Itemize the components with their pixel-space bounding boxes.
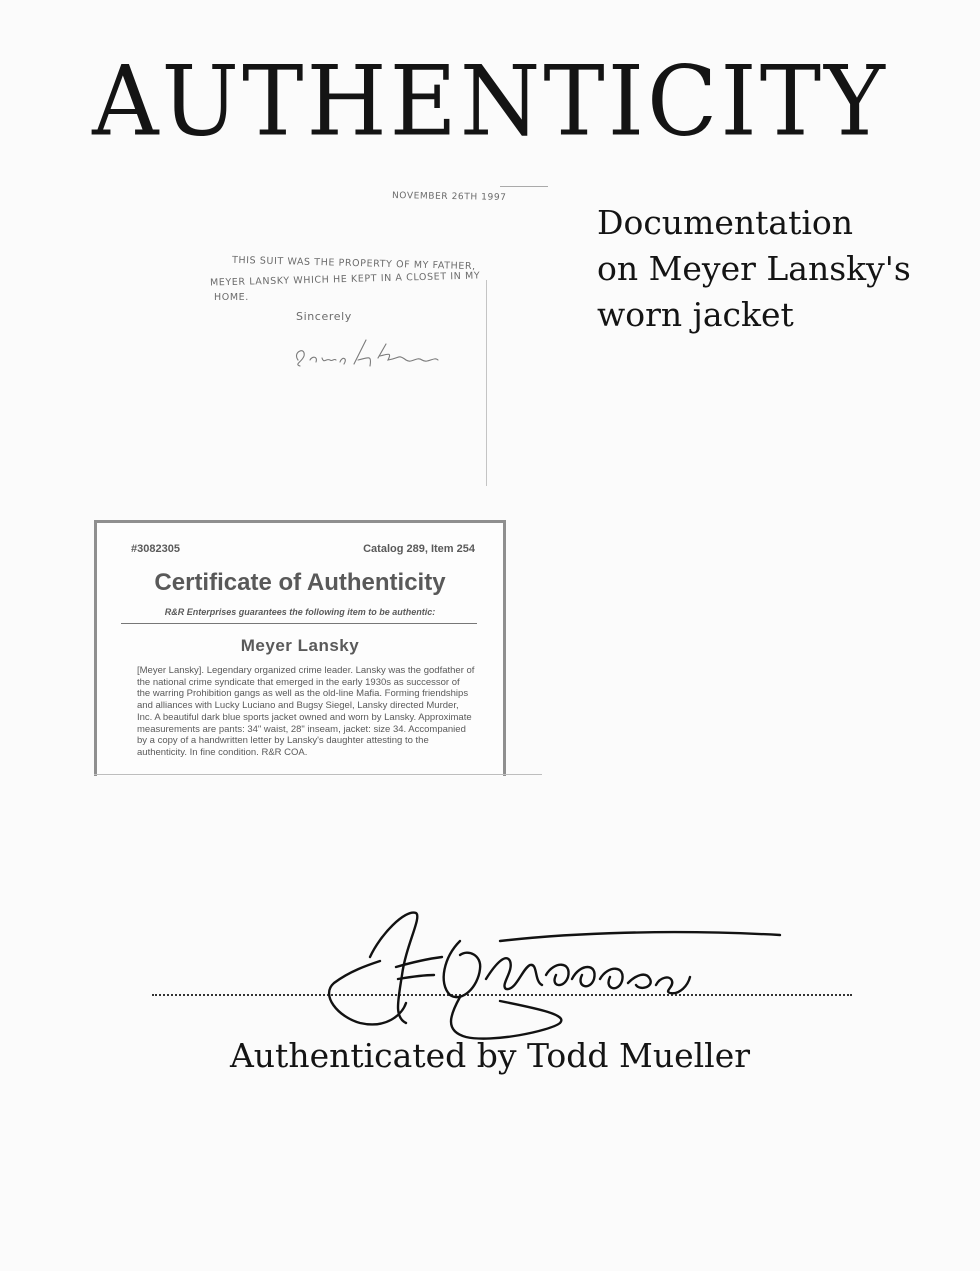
letter-body-line: THIS SUIT WAS THE PROPERTY OF MY FATHER, <box>231 254 476 273</box>
page-title: AUTHENTICITY <box>92 45 888 158</box>
item-description: [Meyer Lansky]. Legendary organized crime leader. Lansky was the godfather of the national crime syndicate that emerged in the early 1930s as successor of the warring Prohibition gangs as well as the old-line Mafia. Forming friendships and alliances with Lucky Luciano and Bugsy Siegel, Lansky directed Murder, Inc. A beautiful dark blue sports jacket owned and worn by Lansky. Approximate measurements are pants: 34" waist, 28" inseam, jacket: size 34. Accompanied by a copy of a handwritten letter by Lansky's daughter attesting to the authenticity. In fine condition. R&R COA. <box>137 665 475 758</box>
letter-top-rule <box>500 186 548 187</box>
certificate-bottom-rule <box>94 774 542 775</box>
certificate-number: #3082305 <box>131 543 180 555</box>
letter-body-line: MEYER LANSKY WHICH HE KEPT IN A CLOSET IN MY <box>209 270 481 289</box>
certificate-title: Certificate of Authenticity <box>154 569 446 596</box>
letter-date: NOVEMBER 26TH 1997 <box>391 191 507 203</box>
letter-closing: Sincerely <box>296 310 352 323</box>
caption-line: on Meyer Lansky's <box>597 249 911 288</box>
authenticator-signature-image <box>310 905 790 1055</box>
item-name: Meyer Lansky <box>240 636 360 655</box>
caption-line: worn jacket <box>597 295 794 334</box>
certificate-divider <box>121 623 477 624</box>
letter-signature-image <box>288 330 448 374</box>
catalog-reference: Catalog 289, Item 254 <box>363 543 475 555</box>
caption-line: Documentation <box>597 203 854 242</box>
certificate-of-authenticity <box>94 520 506 776</box>
documentation-caption <box>597 200 967 338</box>
authenticated-by-label: Authenticated by Todd Mueller <box>229 1036 751 1075</box>
letter-body-line: HOME. <box>214 292 249 303</box>
guarantee-statement: R&R Enterprises guarantees the following item to be authentic: <box>164 607 436 617</box>
handwritten-letter <box>200 180 560 490</box>
letter-side-rule <box>486 280 487 486</box>
